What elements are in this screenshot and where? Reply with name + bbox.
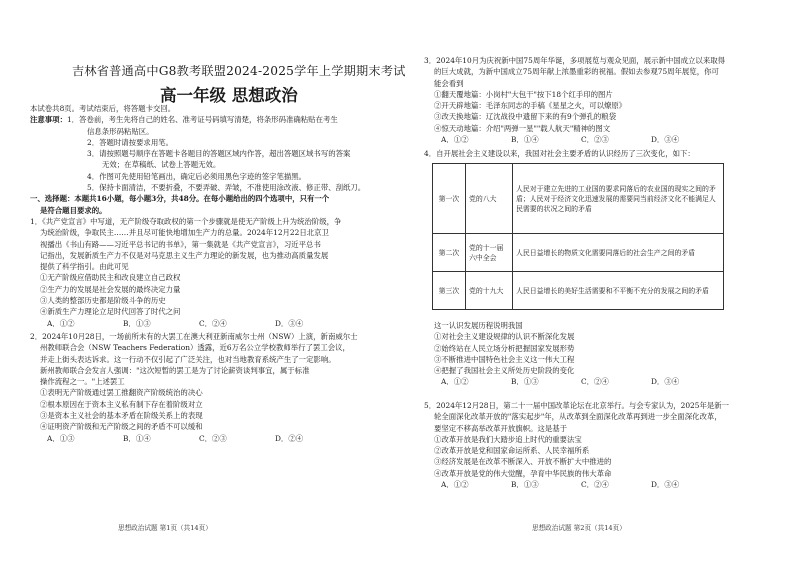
q1-line: 视播出《书山有路——习近平总书记的书单》，第一集就是《共产党宣言》，习近平总书 (40, 239, 321, 249)
q2-line: 州教师联合会（NSW Teachers Federation）透露，近6万名公立学校教师举行了罢工会议， (40, 343, 350, 353)
contradiction-table (432, 163, 724, 310)
page-1-footer: 思想政治试题 第1页（共14页） (118, 524, 212, 532)
q3-line: 的巨大成就，为新中国成立75周年献上浓墨重彩的祝福。假如去参观75周年展览，你可 (434, 67, 719, 77)
table-cell-content: 人民日益增长的物质文化需要同落后的社会生产之间的矛盾 (513, 234, 724, 272)
q3-statement: ④惊天动地篇：介绍"两弹一星""载人航天"精神的图文 (434, 123, 611, 133)
q2-statement: ②根本原因在于资本主义私有制下存在着阶级对立 (40, 399, 203, 409)
table-row (433, 234, 724, 272)
q3-statement: ③改天换地篇：辽沈战役中遗留下来的有9个弹孔的粮袋 (434, 112, 617, 122)
q5-statement: ④改革开放是党的伟大觉醒，孕育中华民族的伟大革命 (434, 468, 612, 478)
table-row (433, 164, 724, 234)
q5-line: 5．2024年12月28日，第二十一届中国改革论坛在北京举行。与会专家认为，2025年是新一 (424, 401, 730, 410)
q1-statement: ②生产力的发展是社会发展的最终决定力量 (40, 284, 181, 294)
table-row (433, 272, 724, 310)
q1-options (30, 318, 392, 329)
q1-option-c[interactable]: C．②④ (199, 318, 227, 328)
note-line-5: 无效；在草稿纸、试卷上答题无效。 (102, 160, 221, 170)
q4-option-a[interactable]: A．①② (441, 377, 469, 387)
q2-statement: ③是资本主义社会的基本矛盾在阶级关系上的表现 (40, 411, 203, 421)
q5-line: 要坚定不移高举改革开放旗帜。这是基于 (434, 423, 568, 433)
table-cell-order: 第二次 (433, 234, 466, 272)
section-heading-2: 是符合题目要求的。 (40, 205, 107, 215)
table-cell-content: 人民对于建立先进的工业国的要求同落后的农业国的现实之间的矛盾；人民对于经济文化迅速发展的需要同当前经济文化不能满足人民需要的状况之间的矛盾 (513, 164, 724, 234)
question-5 (424, 400, 768, 490)
q2-statement: ④证明资产阶级和无产阶级之间的矛盾不可以缓和 (40, 422, 203, 432)
q4-options (424, 376, 768, 387)
q5-statement: ①改革开放是我们大踏步追上时代的重要法宝 (434, 434, 582, 444)
q2-statement: ①表明无产阶级通过罢工推翻资产阶级统治的决心 (40, 388, 203, 398)
question-1 (30, 216, 392, 329)
q1-line: 为统治阶级，争取民主……并且尽可能快地增加生产力的总量。2024年12月22日北京卫 (40, 228, 329, 238)
q4-line: 这一认识发展历程说明我国 (434, 321, 523, 330)
instructions (30, 103, 392, 216)
q3-option-c[interactable]: C．②③ (581, 135, 609, 145)
notes-label: 注意事项： (30, 115, 67, 125)
q1-statement: ③人类的整部历史都是阶级斗争的历史 (40, 296, 166, 306)
q1-line: 记指出，发展新质生产力不仅是对马克思主义生产力理论的新发展，也为推动高质量发展 (40, 250, 329, 260)
table-cell-meeting: 党的八大 (466, 164, 513, 234)
q2-line: 新州教师联合会发言人强调："这次短暂的罢工是为了讨论薪资谈判事宜，属于标准 (40, 365, 310, 375)
q2-options (30, 433, 392, 444)
question-2 (30, 331, 392, 444)
exam-title: 吉林省普通高中G8教考联盟2024-2025学年上学期期末考试 (72, 64, 406, 78)
q5-option-a[interactable]: A．①② (441, 480, 469, 490)
question-3 (424, 55, 768, 145)
q2-option-b[interactable]: B．①④ (123, 433, 151, 443)
q5-line: 轮全面深化改革开放的"落实起步"年，从改革到全面深化改革再到进一步全面深化改革， (434, 412, 722, 422)
table-cell-order: 第一次 (433, 164, 466, 234)
q4-statement: ③不断推进中国特色社会主义这一伟大工程 (434, 354, 575, 364)
table-cell-order: 第三次 (433, 272, 466, 310)
q2-line: 2．2024年10月28日，一场前所未有的大罢工在澳大利亚新南威尔士州（NSW）上演，新南威尔士 (30, 332, 358, 341)
q4-option-b[interactable]: B．①③ (511, 377, 539, 387)
q2-option-a[interactable]: A．①③ (47, 433, 75, 443)
page-2-footer: 思想政治试题 第2页（共14页） (532, 524, 626, 532)
q1-option-d[interactable]: D．③④ (275, 318, 304, 328)
q3-option-a[interactable]: A．①② (441, 135, 469, 145)
q1-line: 1．《共产党宣言》中写道，无产阶级夺取政权的第一个步骤就是使无产阶级上升为统治阶级，争 (30, 217, 342, 226)
q3-line: 能会看到 (434, 78, 464, 88)
q1-statement: ①无产阶级应借助民主和改良建立自己政权 (40, 273, 181, 283)
table-cell-meeting: 党的十一届六中全会 (466, 234, 513, 272)
q3-options (424, 134, 768, 145)
q3-statement: ②开天辟地篇：毛泽东同志的手稿《星星之火，可以燎原》 (434, 101, 627, 111)
q4-intro-line: 4．自开展社会主义建设以来，我国对社会主要矛盾的认识经历了三次变化，如下： (424, 149, 695, 158)
note-line-1: 注意事项：1．答卷前，考生先将自己的姓名、准考证号码填写清楚，将条形码准确粘贴在考生 (30, 115, 338, 125)
table-cell-meeting: 党的十九大 (466, 272, 513, 310)
q2-line: 操作流程之一。"上述罢工 (40, 377, 125, 387)
q4-statement: ①对社会主义建设规律的认识不断深化发展 (434, 332, 575, 342)
question-4 (424, 320, 768, 388)
q5-option-b[interactable]: B．①③ (511, 480, 539, 490)
section-heading-1: 一、选择题：本题共16小题，每小题3分，共48分。在每小题给出的四个选项中，只有一个 (30, 194, 330, 204)
note-line-2: 信息条形码粘贴区。 (87, 126, 154, 136)
page-1 (30, 0, 406, 561)
q1-option-a[interactable]: A．①② (47, 318, 75, 328)
page-2 (424, 0, 768, 561)
q3-line: 3．2024年10月为庆祝新中国75周年华诞，多项展览与观众见面，展示新中国成立以来取得 (424, 56, 725, 65)
q1-option-b[interactable]: B．①③ (123, 318, 151, 328)
note-line-3: 2．答题时请按要求用笔。 (87, 137, 174, 147)
q4-statement: ②始终站在人民立场分析把握国家发展形势 (434, 343, 575, 353)
q2-line: 并走上街头表达诉求。这一行动不仅引起了广泛关注，也对当地教育系统产生了一定影响。 (40, 354, 336, 364)
q1-statement: ④新质生产力理论立足时代回答了时代之问 (40, 307, 181, 317)
intro-line: 本试卷共8页。考试结束后，将答题卡交回。 (30, 104, 176, 113)
q3-option-d[interactable]: D．③④ (651, 135, 680, 145)
q2-option-d[interactable]: D．②④ (275, 433, 304, 443)
q5-option-c[interactable]: C．②④ (581, 480, 609, 490)
q5-option-d[interactable]: D．③④ (651, 480, 680, 490)
note-line-6: 4．作图可先使用铅笔画出，确定后必须用黑色字迹的签字笔描黑。 (87, 171, 307, 181)
question-4-intro (424, 148, 768, 159)
note-line-7: 5．保持卡面清洁，不要折叠，不要弄破、弄皱，不准使用涂改液、修正带、刮纸刀。 (87, 183, 366, 193)
note-line-4: 3．请按照题号顺序在答题卡各题目的答题区域内作答，超出答题区域书写的答案 (87, 149, 351, 159)
q5-statement: ③经济发展是在改革不断深入、开放不断扩大中推进的 (434, 457, 612, 467)
q4-option-d[interactable]: D．③④ (651, 377, 680, 387)
q1-line: 提供了科学指引。由此可见 (40, 262, 129, 272)
q2-option-c[interactable]: C．②③ (199, 433, 227, 443)
grade-subject-title: 高一年级 思想政治 (160, 86, 298, 105)
q3-statement: ①翻天覆地篇：小岗村"大包干"按下18个红手印的图片 (434, 89, 613, 99)
q5-options (424, 479, 768, 490)
q4-statement: ④把握了我国社会主义所处历史阶段的变化 (434, 366, 575, 376)
q4-option-c[interactable]: C．②④ (581, 377, 609, 387)
q5-statement: ②改革开放是党和国家命运所系、人民幸福所系 (434, 446, 590, 456)
table-cell-content: 人民日益增长的美好生活需要和不平衡不充分的发展之间的矛盾 (513, 272, 724, 310)
q3-option-b[interactable]: B．①④ (511, 135, 539, 145)
